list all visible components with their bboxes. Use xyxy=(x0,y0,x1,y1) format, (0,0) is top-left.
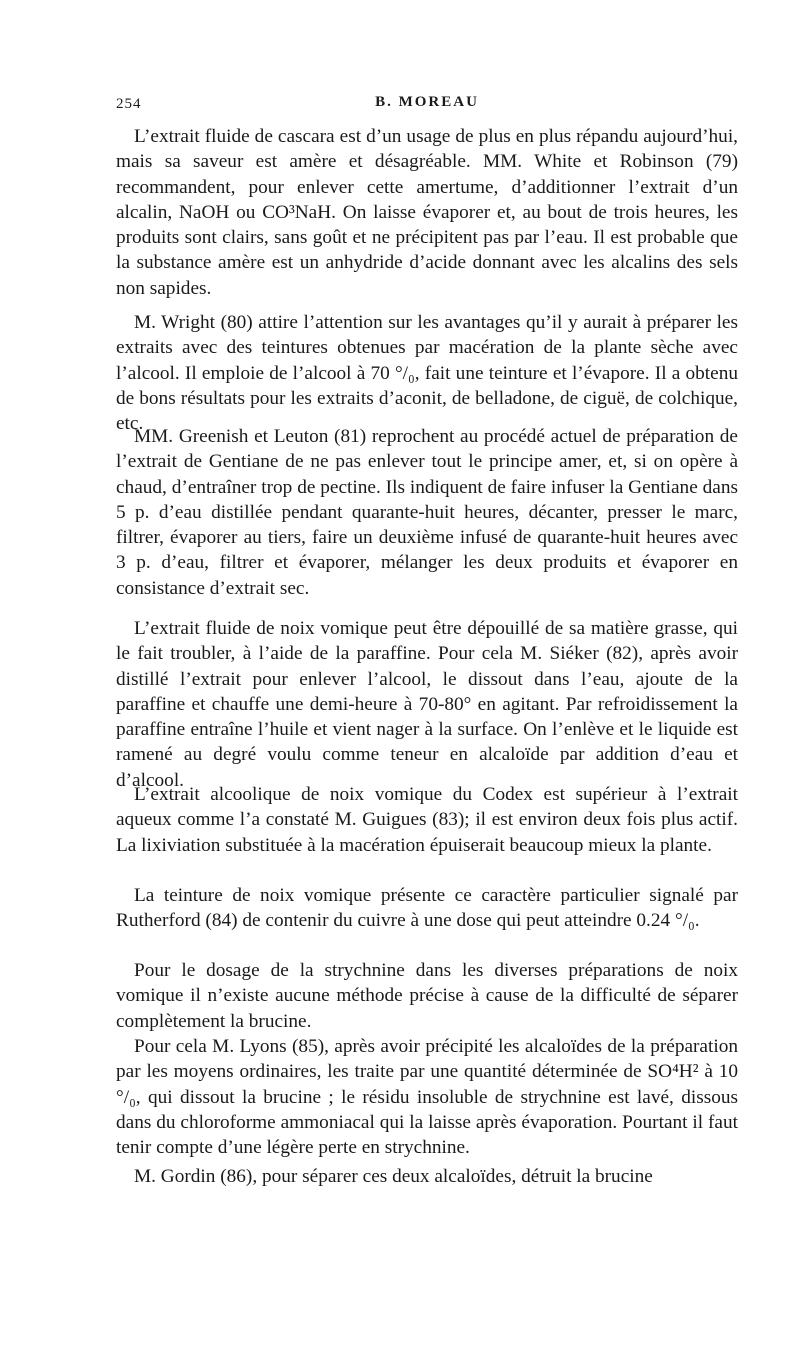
running-head: B. MOREAU xyxy=(375,94,479,110)
paragraph: L’extrait fluide de cascara est d’un usage de plus en plus répandu aujourd’hui, mais sa saveur est amère et désagréable. MM. White et Robinson (79) recommandent, pour enlever cette amertume, d’additionner l’extrait d’un alcalin, NaOH ou CO³NaH. On laisse évaporer et, au bout de trois heures, les produits sont clairs, sans goût et ne précipitent pas par l’eau. Il est probable que la substance amère est un anhydride d’acide donnant avec les alcalins des sels non sapides. xyxy=(116,126,738,299)
paragraph: L’extrait alcoolique de noix vomique du Codex est supérieur à l’extrait aqueux comme l’a constaté M. Guigues (83); il est environ deux fois plus actif. La lixiviation substituée à la macération épuiserait beaucoup mieux la plante. xyxy=(116,784,738,856)
paragraph: Pour le dosage de la strychnine dans les diverses préparations de noix vomique il n’existe aucune méthode précise à cause de la difficulté de séparer complètement la brucine. xyxy=(116,960,738,1032)
paragraph: L’extrait fluide de noix vomique peut être dépouillé de sa matière grasse, qui le fait troubler, à l’aide de la paraffine. Pour cela M. Siéker (82), après avoir distillé l’extrait pour enlever l’alcool, le dissout dans l’eau, ajoute de la paraffine et chauffe une demi-heure à 70-80° en agitant. Par refroidissement la paraffine entraîne l’huile et vient nager à la surface. On l’enlève et le liquide est ramené au degré voulu comme teneur en alcaloïde par addition d’eau et d’alcool. xyxy=(116,618,738,791)
paragraph: M. Gordin (86), pour séparer ces deux alcaloïdes, détruit la brucine xyxy=(134,1166,653,1187)
paragraph: MM. Greenish et Leuton (81) reprochent au procédé actuel de préparation de l’extrait de Gentiane de ne pas enlever tout le principe amer, et, si on opère à chaud, d’entraîner trop de pectine. Ils indiquent de faire infuser la Gentiane dans 5 p. d’eau distillée pendant quarante-huit heures, décanter, presser le marc, filtrer, évaporer au tiers, faire un deuxième infusé de quarante-huit heures avec 3 p. d’eau, filtrer et évaporer, mélanger les deux produits et évaporer en consistance d’extrait sec. xyxy=(116,426,738,599)
paragraph: Pour cela M. Lyons (85), après avoir précipité les alcaloïdes de la préparation par les moyens ordinaires, les traite par une quantité déterminée de SO⁴H² à 10 °/₀, qui dissout la brucine ; le résidu insoluble de strychnine est lavé, dissous dans du chloroforme ammoniacal qui la laisse après évaporation. Pourtant il faut tenir compte d’une légère perte en strychnine. xyxy=(116,1036,738,1159)
paragraph: M. Wright (80) attire l’attention sur les avantages qu’il y aurait à préparer les extraits avec des teintures obtenues par macération de la plante sèche avec l’alcool. Il emploie de l’alcool à 70 °/₀, fait une teinture et l’évapore. Il a obtenu de bons résultats pour les extraits d’aconit, de belladone, de ciguë, de colchique, etc. xyxy=(116,312,738,435)
page-number: 254 xyxy=(116,96,142,112)
paragraph: La teinture de noix vomique présente ce caractère particulier signalé par Rutherford (84) de contenir du cuivre à une dose qui peut atteindre 0.24 °/₀. xyxy=(116,885,738,932)
page-header xyxy=(116,94,738,120)
